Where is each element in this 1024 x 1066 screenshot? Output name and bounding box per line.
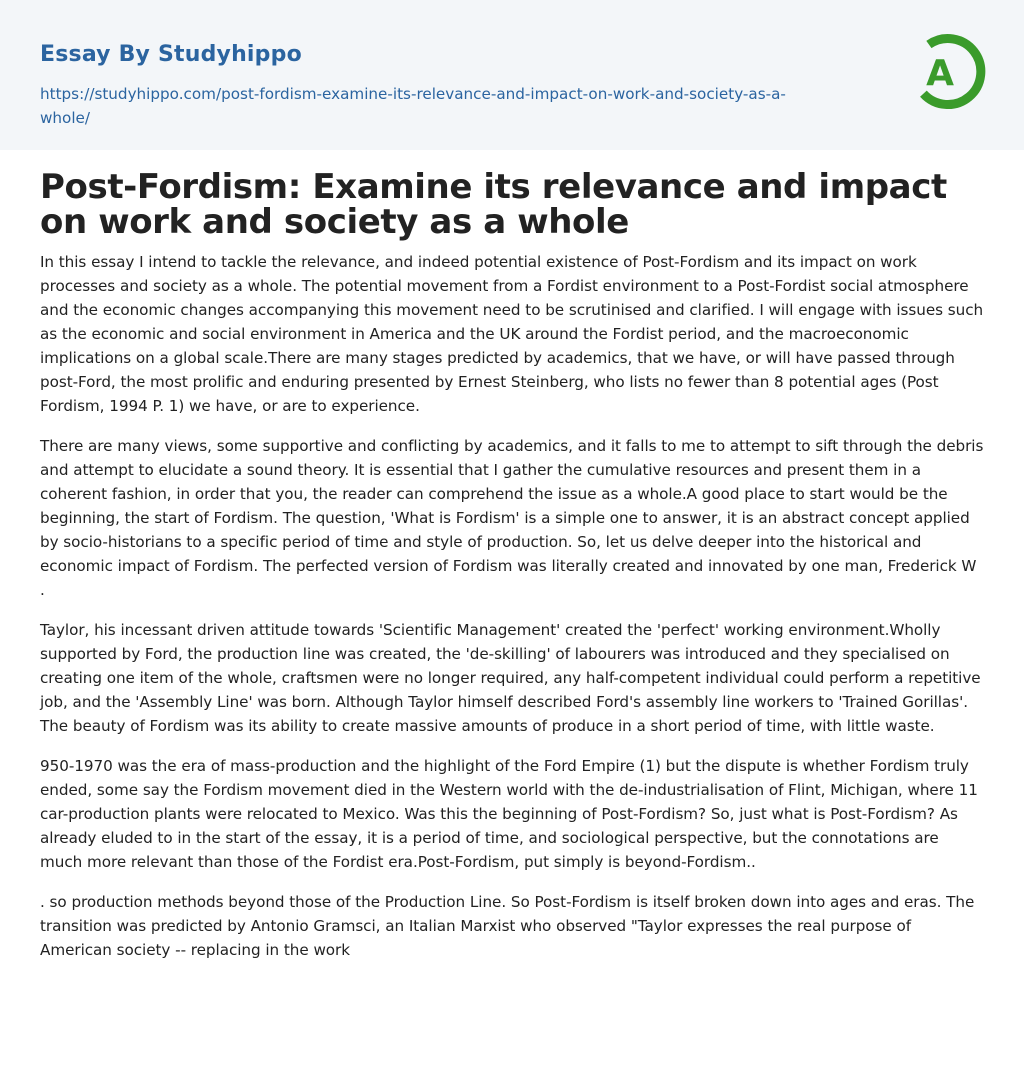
article (40, 167, 984, 978)
studyhippo-logo-icon[interactable] (910, 29, 986, 115)
essay-paragraph: There are many views, some supportive and conflicting by academics, and it falls to me to attempt to sift through the debris and attempt to elucidate a sound theory. It is essential that I gather the cumulative resources and present them in a coherent fashion, in order that you, the reader can comprehend the issue as a whole.A good place to start would be the beginning, the start of Fordism. The question, 'What is Fordism' is a simple one to answer, it is an abstract concept applied by socio-historians to a specific period of time and style of production. So, let us delve deeper into the historical and economic impact of Fordism. The perfected version of Fordism was literally created and innovated by one man, Frederick W . (40, 437, 984, 599)
essay-paragraph: . so production methods beyond those of the Production Line. So Post-Fordism is itself broken down into ages and eras. The transition was predicted by Antonio Gramsci, an Italian Marxist who observed "Taylor expresses the real purpose of American society -- replacing in the work (40, 893, 975, 959)
essay-paragraph: Taylor, his incessant driven attitude towards 'Scientific Management' created the 'perfect' working environment.Wholly supported by Ford, the production line was created, the 'de-skilling' of labourers was introduced and they specialised on creating one item of the whole, craftsmen were no longer required, any half-competent individual could perform a repetitive job, and the 'Assembly Line' was born. Although Taylor himself described Ford's assembly line workers to 'Trained Gorillas'. The beauty of Fordism was its ability to create massive amounts of produce in a short period of time, with little waste. (40, 621, 981, 735)
logo-letter: A (926, 53, 954, 94)
site-brand-title[interactable]: Essay By Studyhippo (40, 42, 302, 67)
essay-url-link[interactable]: https://studyhippo.com/post-fordism-examine-its-relevance-and-impact-on-work-and-society-as-a-whole/ (40, 85, 786, 127)
essay-paragraph: In this essay I intend to tackle the relevance, and indeed potential existence of Post-Fordism and its impact on work processes and society as a whole. The potential movement from a Fordist environment to a Post-Fordist social atmosphere and the economic changes accompanying this movement need to be scrutinised and clarified. I will engage with issues such as the economic and social environment in America and the UK around the Fordist period, and the macroeconomic implications on a global scale.There are many stages predicted by academics, that we have, or will have passed through post-Ford, the most prolific and enduring presented by Ernest Steinberg, who lists no fewer than 8 potential ages (Post Fordism, 1994 P. 1) we have, or are to experience. (40, 253, 984, 415)
essay-paragraph: 950-1970 was the era of mass-production and the highlight of the Ford Empire (1) but the dispute is whether Fordism truly ended, some say the Fordism movement died in the Western world with the de-industrialisation of Flint, Michigan, where 11 car-production plants were relocated to Mexico. Was this the beginning of Post-Fordism? So, just what is Post-Fordism? As already eluded to in the start of the essay, it is a period of time, and sociological perspective, but the connotations are much more relevant than those of the Fordist era.Post-Fordism, put simply is beyond-Fordism.. (40, 757, 978, 871)
site-header (0, 0, 1024, 150)
essay-title: Post-Fordism: Examine its relevance and impact on work and society as a whole (40, 167, 947, 242)
